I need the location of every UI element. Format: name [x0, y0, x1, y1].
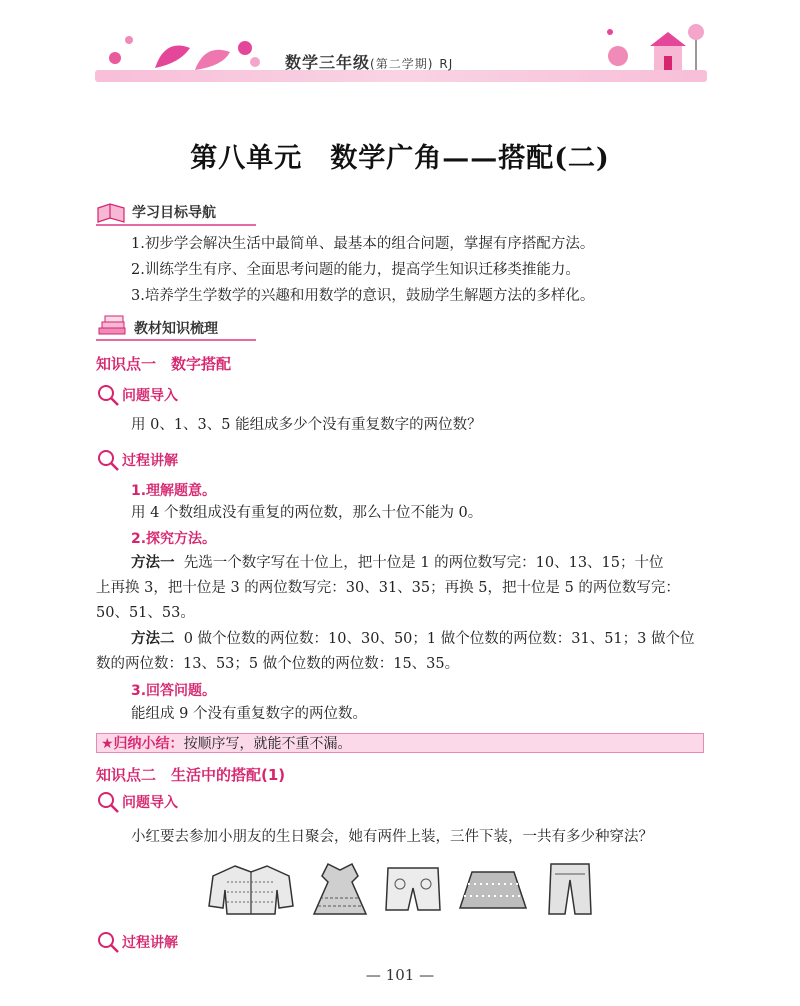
shorts-icon: [382, 862, 444, 916]
page-header: [95, 18, 707, 88]
summary-text: 按顺序写，就能不重不漏。: [183, 736, 352, 752]
magnifier-icon: [96, 383, 120, 407]
method-1-line: 50、51、53。: [96, 605, 195, 621]
step-2: 2.探究方法。: [131, 531, 217, 547]
summary-label: ★归纳小结：: [101, 736, 184, 752]
floral-decoration-icon: [95, 18, 265, 78]
dress-icon: [310, 862, 370, 916]
pants-icon: [545, 862, 595, 916]
knowledge-point-1-title: 知识点一 数字搭配: [96, 355, 232, 373]
step-3-text: 能组成 9 个没有重复数字的两位数。: [131, 706, 367, 722]
books-stack-icon: [96, 314, 130, 340]
summary-box: [96, 733, 704, 753]
skirt-icon: [458, 862, 528, 916]
method-2-line: 数的两位数：13、53；5 做个位数的两位数：15、35。: [96, 656, 460, 672]
question-text: 用 0、1、3、5 能组成多少个没有重复数字的两位数？: [131, 417, 482, 433]
book-icon: [96, 200, 128, 226]
goals-heading: 学习目标导航: [132, 205, 216, 221]
knowledge-underline: [96, 339, 256, 341]
magnifier-icon: [96, 448, 120, 472]
goal-item: 3.培养学生学数学的兴趣和用数学的意识，鼓励学生解题方法的多样化。: [131, 288, 595, 304]
method-1-line: 上再换 3，把十位是 3 的两位数写完：30、31、35；再换 5，把十位是 5 的两位数写完：: [96, 580, 680, 596]
method-2-label: 方法二: [131, 630, 175, 647]
intro-label: 问题导入: [122, 795, 178, 811]
question-text: 小红要去参加小朋友的生日聚会，她有两件上装，三件下装，一共有多少种穿法？: [131, 829, 653, 845]
page-number: — 101 —: [365, 966, 435, 984]
goal-item: 1.初步学会解决生活中最简单、最基本的组合问题，掌握有序搭配方法。: [131, 236, 595, 252]
step-1: 1.理解题意。: [131, 483, 217, 499]
magnifier-icon: [96, 930, 120, 954]
method-2-line: 方法二 0 做个位数的两位数：10、30、50；1 做个位数的两位数：31、51；3 做个位: [131, 630, 695, 647]
goal-item: 2.训练学生有序、全面思考问题的能力，提高学生知识迁移类推能力。: [131, 262, 580, 278]
knowledge-point-2-title: 知识点二 生活中的搭配(1): [96, 766, 286, 784]
step-3: 3.回答问题。: [131, 683, 217, 699]
page-title: 第八单元 数学广角——搭配(二): [190, 143, 610, 174]
intro-label: 问题导入: [122, 388, 178, 404]
magnifier-icon: [96, 790, 120, 814]
goals-underline: [96, 224, 256, 226]
method-1-label: 方法一: [131, 554, 175, 571]
jacket-icon: [205, 862, 297, 916]
method-1-line: 方法一 先选一个数字写在十位上，把十位是 1 的两位数写完：10、13、15；十位: [131, 554, 664, 571]
header-title: 数学三年级(第二学期) RJ: [285, 53, 454, 72]
process-label: 过程讲解: [122, 935, 178, 951]
house-decoration-icon: [600, 18, 707, 76]
process-label: 过程讲解: [122, 453, 178, 469]
step-1-text: 用 4 个数组成没有重复的两位数，那么十位不能为 0。: [131, 505, 483, 521]
knowledge-heading: 教材知识梳理: [134, 321, 218, 337]
